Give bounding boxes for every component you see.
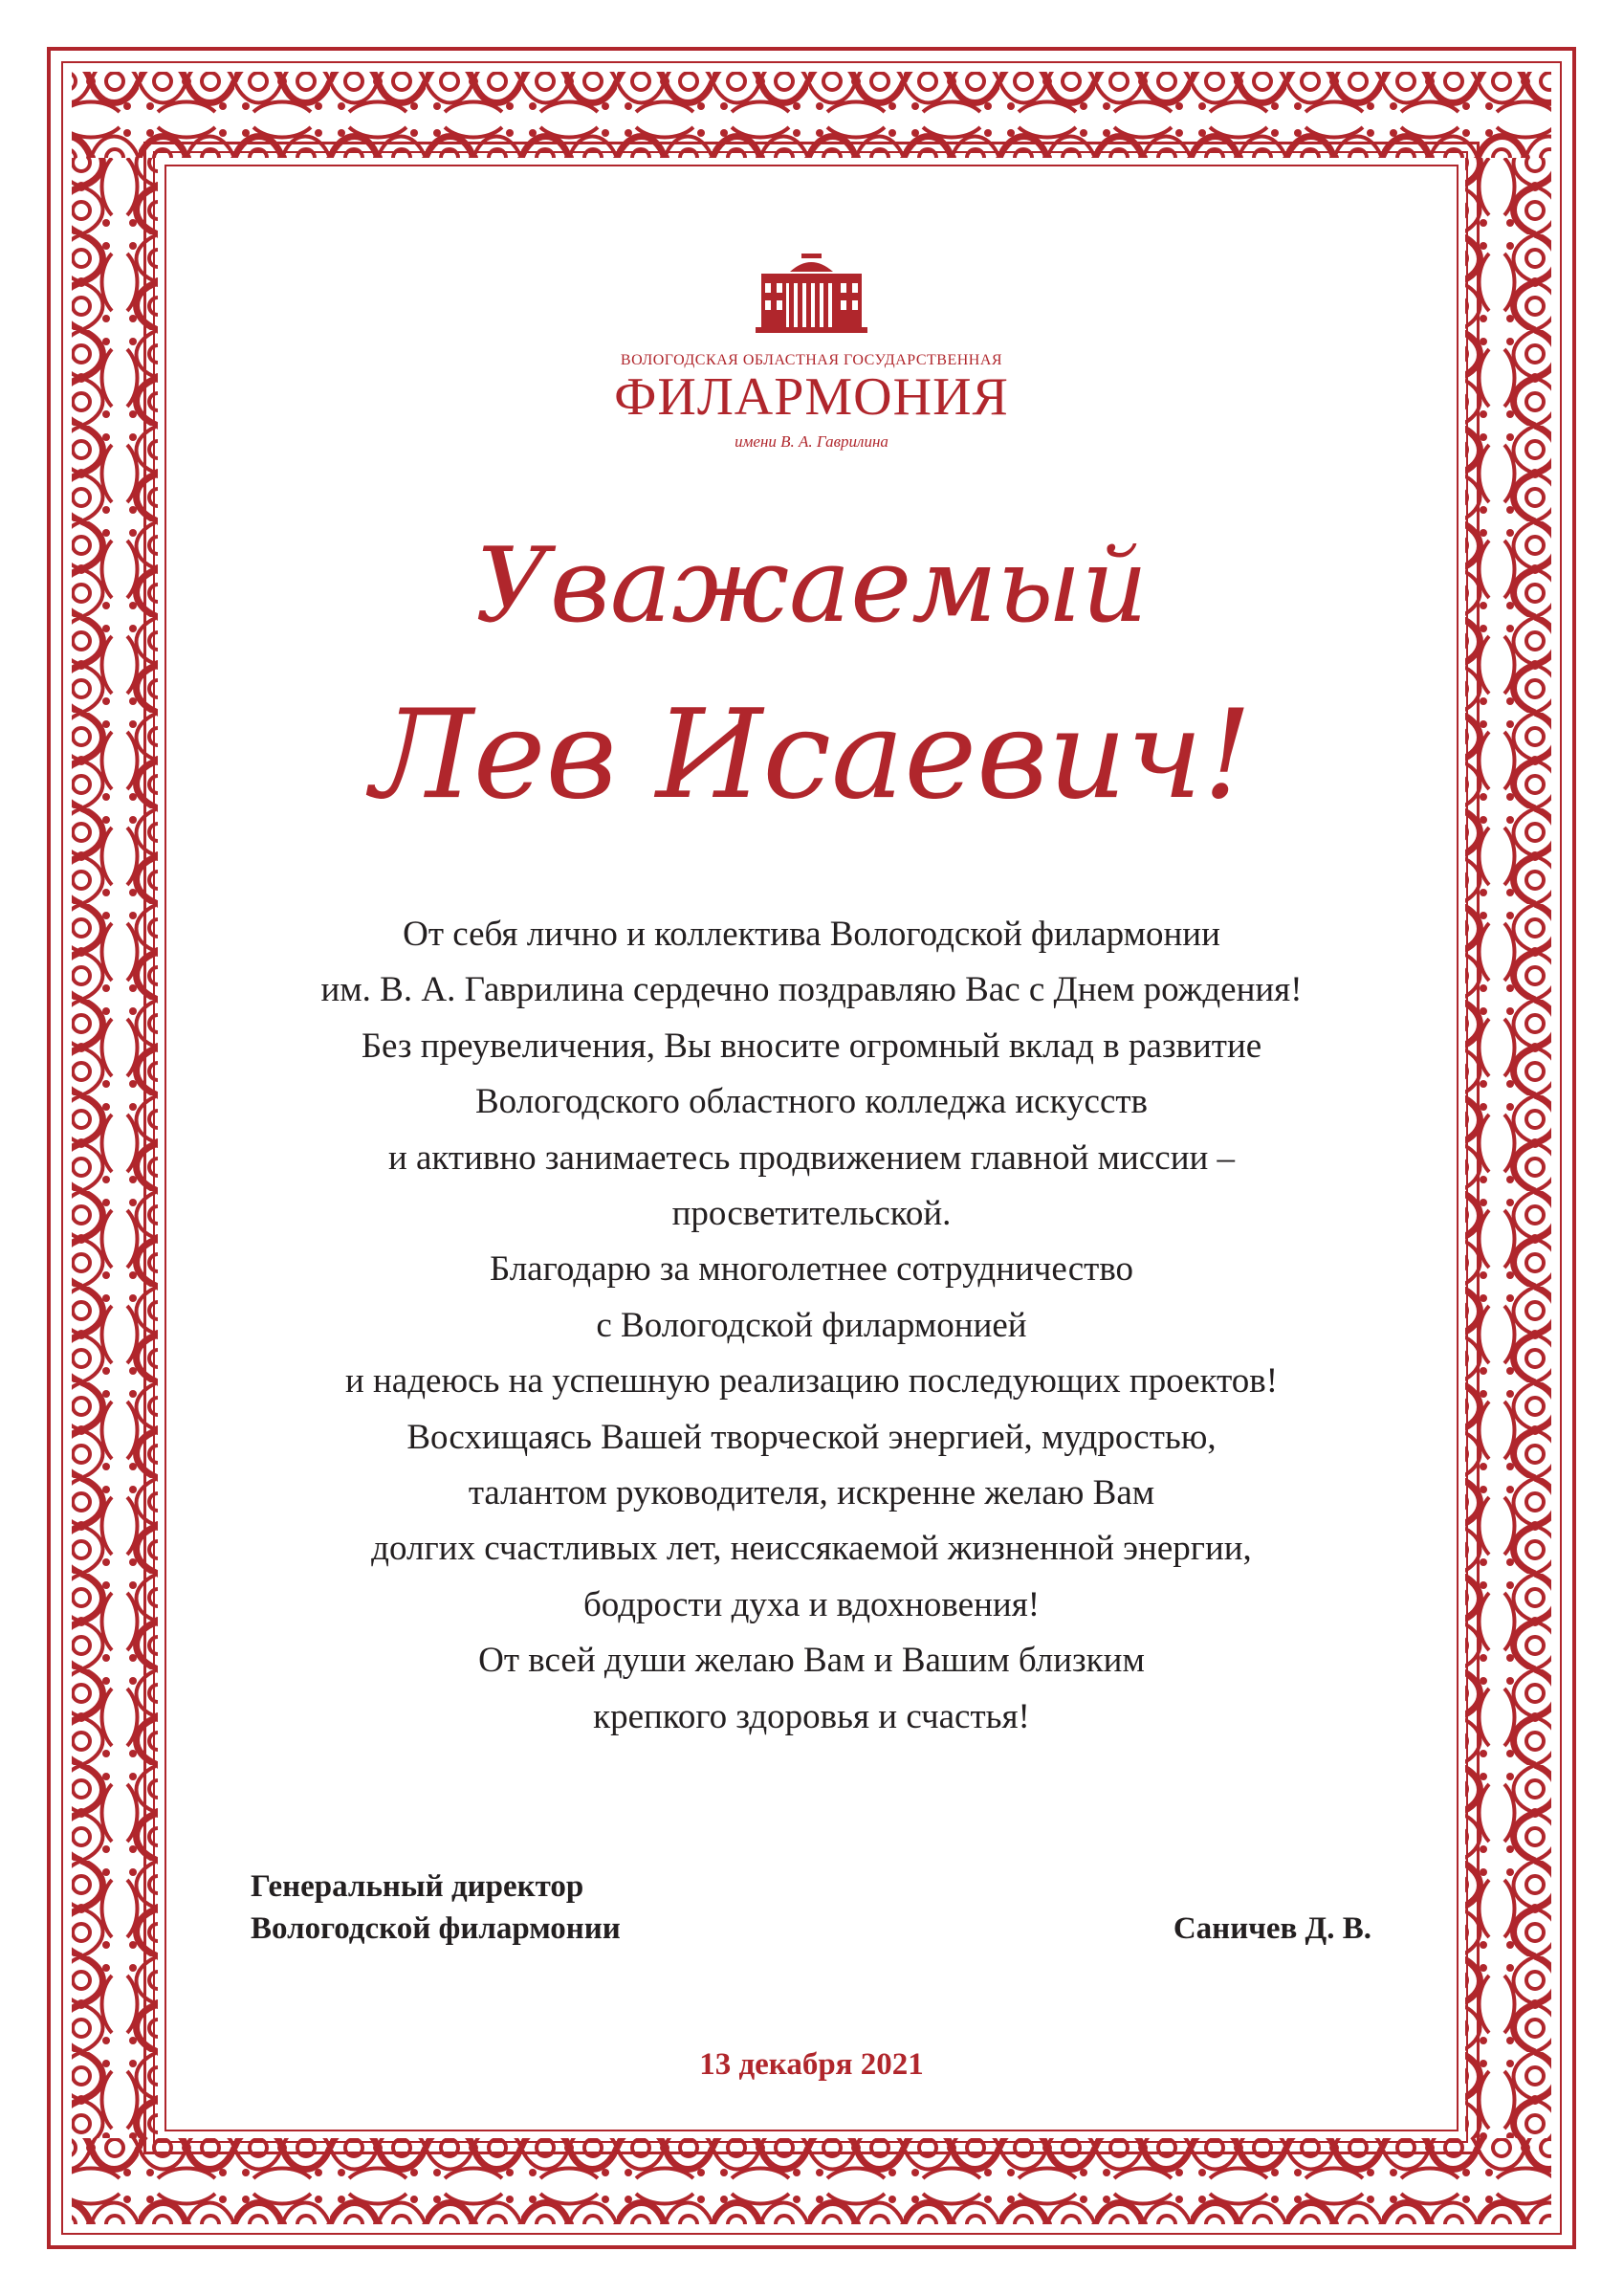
- concert-hall-building-icon: [752, 251, 871, 335]
- signatory-position: [251, 1866, 621, 1950]
- salutation-greeting: Уважаемый: [474, 526, 1149, 646]
- letter-date: 13 декабря 2021: [699, 2047, 924, 2082]
- letter-line: долгих счастливых лет, неиссякаемой жизненной энергии,: [371, 1529, 1252, 1569]
- letter-line: просветительской.: [671, 1194, 952, 1234]
- salutation-recipient-name: Лев Исаевич!: [370, 684, 1253, 827]
- signatory-position-line: Вологодской филармонии: [251, 1911, 621, 1946]
- letter-line: крепкого здоровья и счастья!: [593, 1696, 1030, 1736]
- letter-line: Вологодского областного колледжа искусств: [474, 1082, 1149, 1122]
- signatory-position-line: Генеральный директор: [251, 1869, 584, 1904]
- letter-line: и надеюсь на успешную реализацию последующих проектов!: [344, 1361, 1279, 1402]
- logo-org-type: ВОЛОГОДСКАЯ ОБЛАСТНАЯ ГОСУДАРСТВЕННАЯ: [620, 352, 1003, 368]
- logo-org-dedication: имени В. А. Гаврилина: [735, 432, 888, 451]
- letter-line: с Вологодской филармонией: [596, 1305, 1027, 1345]
- letter-line: От себя лично и коллектива Вологодской филармонии: [403, 915, 1220, 954]
- letter-line: и активно занимаетесь продвижением главной миссии –: [387, 1137, 1236, 1178]
- logo-org-name: ФИЛАРМОНИЯ: [614, 367, 1009, 427]
- letter-line: Благодарю за многолетнее сотрудничество: [489, 1249, 1134, 1290]
- signatory-name: Саничев Д. В.: [1173, 1911, 1371, 1946]
- letter-line: талантом руководителя, искренне желаю Вам: [468, 1473, 1155, 1513]
- letter-body: [220, 907, 1403, 1745]
- letter-line: им. В. А. Гаврилина сердечно поздравляю Вас с Днем рождения!: [320, 970, 1303, 1010]
- philharmonic-logo: [608, 251, 1015, 452]
- letter-line: Без преувеличения, Вы вносите огромный вклад в развитие: [361, 1026, 1262, 1066]
- letter-line: От всей души желаю Вам и Вашим близким: [478, 1641, 1145, 1681]
- letter-line: Восхищаясь Вашей творческой энергией, мудростью,: [406, 1417, 1217, 1457]
- letter-line: бодрости духа и вдохновения!: [582, 1584, 1041, 1624]
